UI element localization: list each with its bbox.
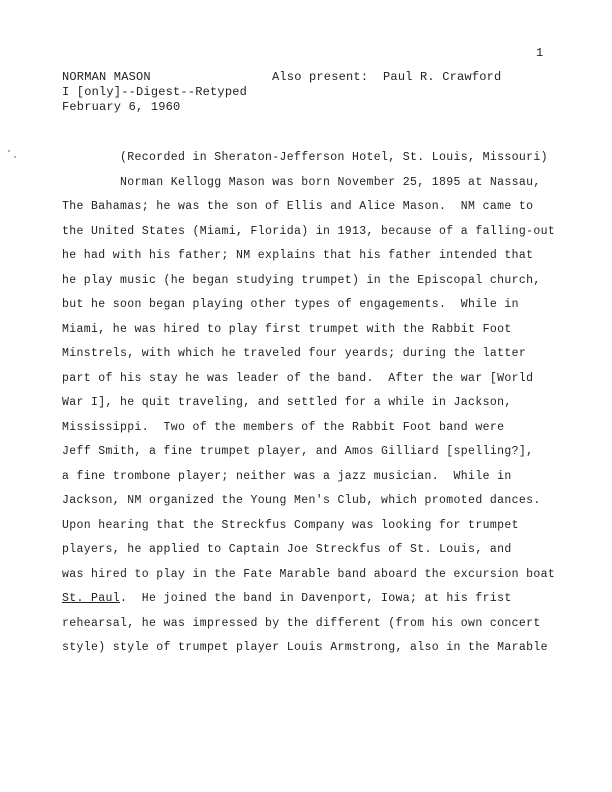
body-line: Jackson, NM organized the Young Men's Club, which promoted dances.: [62, 494, 541, 507]
also-present: Also present: Paul R. Crawford: [272, 70, 502, 84]
body-line: the United States (Miami, Florida) in 1913, because of a falling-out: [62, 224, 556, 238]
body-line: [62, 587, 562, 612]
body-line: Upon hearing that the Streckfus Company was looking for trumpet: [62, 518, 519, 532]
body-line: rehearsal, he was impressed by the different (from his own concert: [62, 616, 541, 630]
body-line: The Bahamas; he was the son of Ellis and Alice Mason. NM came to: [62, 200, 534, 213]
body-line: Minstrels, with which he traveled four yeards; during the latter: [62, 347, 527, 360]
page-number: 1: [536, 46, 544, 60]
transcript-body: [62, 146, 562, 661]
body-line: he play music (he began studying trumpet) in the Episcopal church,: [62, 273, 541, 287]
body-line: Jeff Smith, a fine trumpet player, and Amos Gilliard [spelling?],: [62, 445, 534, 458]
body-line: War I], he quit traveling, and settled for a while in Jackson,: [62, 396, 512, 409]
body-line: a fine trombone player; neither was a jazz musician. While in: [62, 469, 512, 483]
body-line: was hired to play in the Fate Marable band aboard the excursion boat: [62, 567, 556, 581]
body-line: Norman Kellogg Mason was born November 25, 1895 at Nassau,: [62, 175, 541, 189]
interviewee-name: NORMAN MASON: [62, 70, 151, 84]
body-line-rest: . He joined the band in Davenport, Iowa; at his frist: [120, 592, 512, 605]
boat-name: St. Paul: [62, 592, 121, 605]
interview-date: February 6, 1960: [62, 100, 181, 114]
body-line: part of his stay he was leader of the band. After the war [World: [62, 371, 534, 385]
body-line: Mississippi. Two of the members of the Rabbit Foot band were: [62, 420, 505, 434]
body-line: Miami, he was hired to play first trumpet with the Rabbit Foot: [62, 322, 512, 336]
body-line: players, he applied to Captain Joe Streckfus of St. Louis, and: [62, 543, 512, 556]
body-line: but he soon began playing other types of engagements. While in: [62, 298, 519, 311]
body-line: style) style of trumpet player Louis Armstrong, also in the Marable: [62, 641, 548, 654]
scan-speck: [8, 150, 10, 152]
scan-speck: [14, 156, 16, 158]
body-line: (Recorded in Sheraton-Jefferson Hotel, St. Louis, Missouri): [62, 151, 548, 164]
body-line: he had with his father; NM explains that his father intended that: [62, 249, 534, 262]
digest-label: I [only]--Digest--Retyped: [62, 85, 248, 99]
